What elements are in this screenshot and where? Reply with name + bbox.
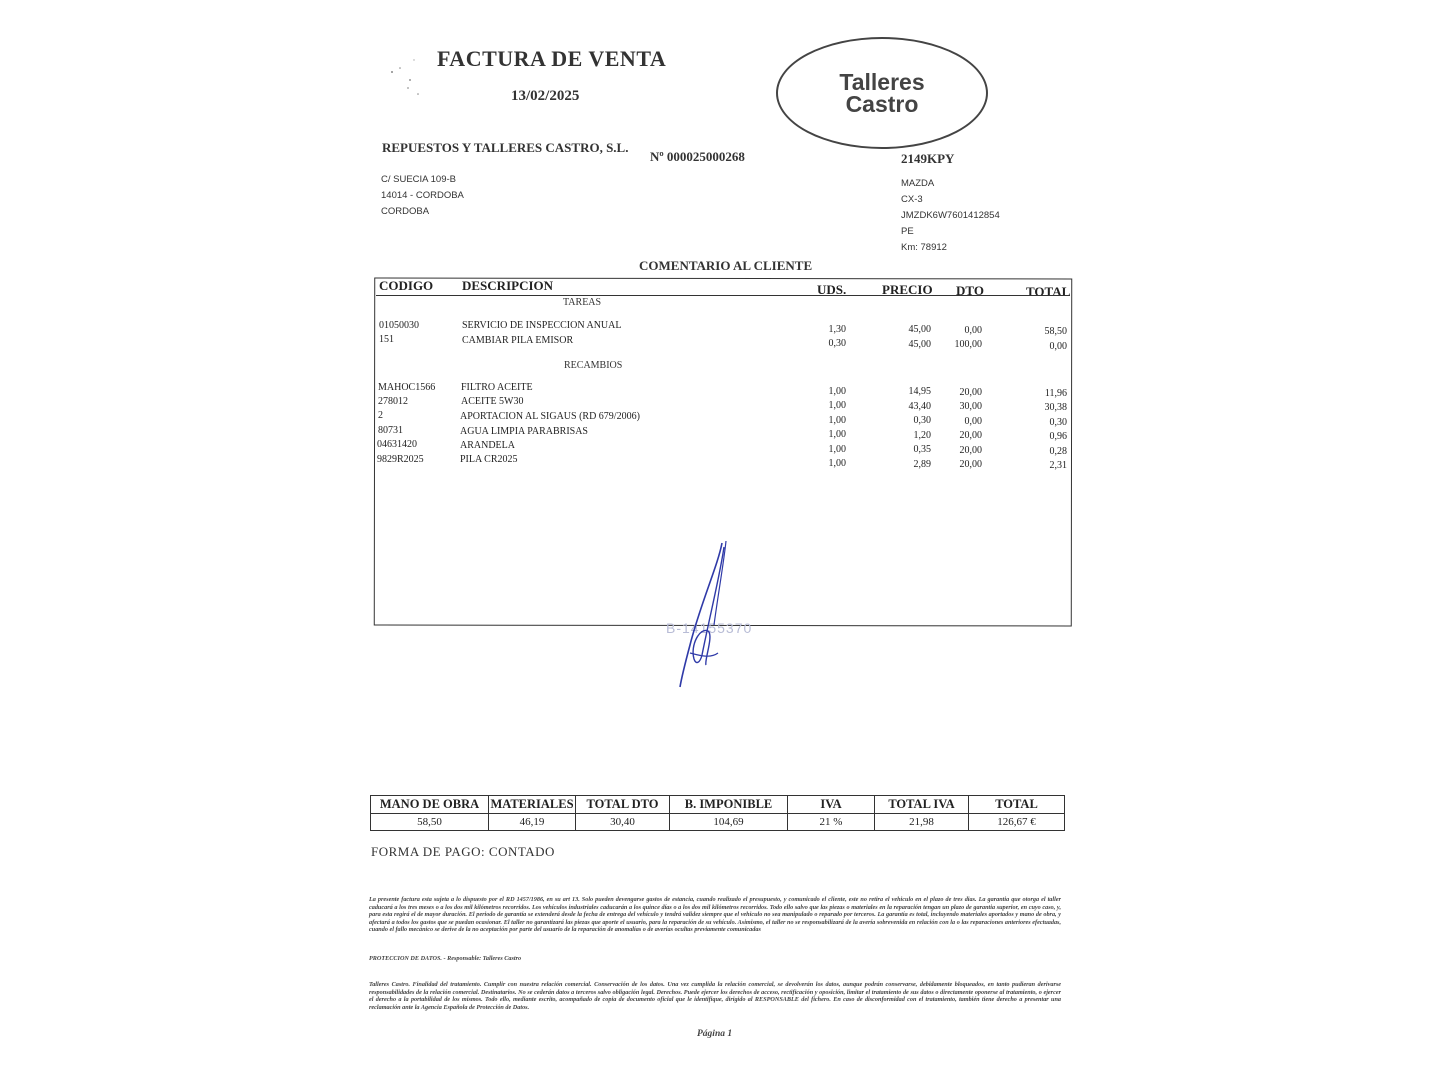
- item-dto: 20,00: [959, 430, 982, 441]
- item-desc: SERVICIO DE INSPECCION ANUAL: [462, 320, 622, 331]
- company-stamp: B-14155370: [666, 620, 753, 636]
- item-code: 2: [378, 410, 383, 421]
- item-code: 01050030: [379, 320, 419, 331]
- item-desc: AGUA LIMPIA PARABRISAS: [460, 426, 588, 437]
- summary-header: TOTAL: [969, 796, 1065, 814]
- item-desc: PILA CR2025: [460, 454, 518, 465]
- vehicle-make: MAZDA: [901, 178, 935, 189]
- header-dto: DTO: [956, 283, 984, 298]
- item-total: 0,30: [1049, 417, 1067, 428]
- item-total: 11,96: [1044, 388, 1067, 399]
- item-dto: 0,00: [964, 325, 982, 336]
- company-name: REPUESTOS Y TALLERES CASTRO, S.L.: [382, 140, 629, 155]
- item-total: 0,00: [1049, 341, 1067, 352]
- data-protection-text: Talleres Castro. Finalidad del tratamiento. Cumplir con nuestra relación comercial. Conservación de los datos. Una vez cumplida la relación comercial, se devolverán los datos, aunque podrán conservarse, debidamente bloqueados, en tanto pudieran derivarse responsabilidades de la relación comercial. Destinatarios. No se cederán datos a terceros salvo obligación legal. Derechos. Puede ejercer los derechos de acceso, rectificación y oposición, limitar el tratamiento de sus datos o directamente oponerse al tratamiento, o ejercer el derecho a la portabilidad de los mismos. Todo ello, mediante escrito, acompañado de copia de documento oficial que le identifique, dirigido al RESPONSABLE del fichero. En caso de disconformidad con el tratamiento, también tiene derecho a presentar una reclamación ante la Agencia Española de Protección de Datos.: [369, 981, 1061, 1011]
- item-uds: 0,30: [828, 338, 846, 349]
- header-uds: UDS.: [817, 282, 847, 297]
- vehicle-fuel: PE: [901, 226, 914, 237]
- summary-header: TOTAL DTO: [576, 796, 670, 814]
- item-precio: 14,95: [908, 386, 931, 397]
- item-desc: ACEITE 5W30: [461, 396, 524, 407]
- address-line: CORDOBA: [381, 206, 430, 217]
- summary-header: MATERIALES: [489, 796, 576, 814]
- item-precio: 45,00: [908, 324, 931, 335]
- data-protection-title: PROTECCION DE DATOS. - Responsable: Talleres Castro: [369, 955, 522, 962]
- item-code: 151: [379, 334, 394, 345]
- item-total: 30,38: [1044, 402, 1067, 413]
- item-dto: 20,00: [959, 387, 982, 398]
- item-code: 80731: [378, 425, 403, 436]
- scan-specks: [388, 50, 428, 100]
- item-dto: 20,00: [959, 445, 982, 456]
- item-uds: 1,00: [828, 458, 846, 469]
- item-uds: 1,00: [828, 400, 846, 411]
- item-precio: 0,30: [913, 415, 931, 426]
- item-code: 278012: [378, 396, 408, 407]
- legal-warranty-text: La presente factura esta sujeta a lo dispuesto por el RD 1457/1986, en su art 13. Solo pueden devengarse gastos de estancia, cuando realizado el presupuesto, y comunicado el cliente, este no retira el vehiculo en el plazo de tres dias. La garantia que otorga el taller caducará a los tres meses o a los dos mil kilómetros recorridos. Los vehículos industriales caducarán a los quince días o a los dos mil kilómetros recorridos. Todo ello salvo que las piezas o materiales en la reparación tengan un plazo de garantia superior, en cuyo caso, y, para esta regirá el de mayor duración. El periodo de garantía se extenderá desde la fecha de entrega del vehículo y tendrá validez siempre que el vehiculo no sea manipulado o reparado por terceros. La garantía es total, incluyendo materiales aportados y mano de obra, y afectará a todos los gastos que se puedan ocasionar. El taller no garantizará las piezas que aporte el usuario, para la reparación de su vehículo. Asimismo, el taller no se responsabilizará de la avería sobrevenida en relación con la o las reparaciones anteriores efectuadas, cuando el fallo mecánico se derive de la no aceptación por parte del usuario de la reparación de anomalías o de averías ocultas previamente comunicadas: [369, 896, 1061, 934]
- item-desc: FILTRO ACEITE: [461, 382, 533, 393]
- vat-total: 21,98: [875, 814, 969, 831]
- labor-total: 58,50: [371, 814, 489, 831]
- header-codigo: CODIGO: [379, 278, 434, 293]
- taxable-base: 104,69: [670, 814, 788, 831]
- customer-comment-title: COMENTARIO AL CLIENTE: [639, 258, 813, 273]
- section-tareas: TAREAS: [563, 297, 602, 308]
- item-precio: 1,20: [913, 430, 931, 441]
- item-desc: ARANDELA: [460, 440, 515, 451]
- item-code: 9829R2025: [377, 454, 424, 465]
- item-total: 0,96: [1049, 431, 1067, 442]
- header-descripcion: DESCRIPCION: [462, 278, 554, 293]
- materials-total: 46,19: [489, 814, 576, 831]
- item-uds: 1,30: [828, 324, 846, 335]
- header-precio: PRECIO: [882, 282, 933, 297]
- item-precio: 45,00: [908, 339, 931, 350]
- item-uds: 1,00: [828, 415, 846, 426]
- company-logo: Talleres Castro: [776, 37, 988, 149]
- invoice-number: Nº 000025000268: [650, 149, 745, 164]
- vehicle-km: Km: 78912: [901, 242, 947, 253]
- payment-method: FORMA DE PAGO: CONTADO: [371, 844, 555, 859]
- item-dto: 100,00: [954, 339, 982, 350]
- item-precio: 2,89: [913, 459, 931, 470]
- summary-header: MANO DE OBRA: [371, 796, 489, 814]
- item-dto: 30,00: [959, 401, 982, 412]
- item-uds: 1,00: [828, 429, 846, 440]
- summary-table: [370, 795, 1065, 831]
- section-recambios: RECAMBIOS: [564, 360, 623, 371]
- item-precio: 43,40: [908, 401, 931, 412]
- header-divider: [376, 295, 1070, 296]
- item-desc: CAMBIAR PILA EMISOR: [462, 335, 574, 346]
- vehicle-model: CX-3: [901, 194, 923, 205]
- item-desc: APORTACION AL SIGAUS (RD 679/2006): [460, 411, 640, 422]
- discount-total: 30,40: [576, 814, 670, 831]
- item-total: 0,28: [1049, 446, 1067, 457]
- item-uds: 1,00: [828, 386, 846, 397]
- invoice-title: FACTURA DE VENTA: [437, 46, 667, 71]
- invoice-date: 13/02/2025: [511, 88, 580, 104]
- address-line: 14014 - CORDOBA: [381, 190, 464, 201]
- grand-total: 126,67 €: [969, 814, 1065, 831]
- summary-header: IVA: [788, 796, 875, 814]
- page-number: Página 1: [697, 1029, 733, 1039]
- item-code: 04631420: [377, 439, 417, 450]
- item-code: MAHOC1566: [378, 382, 436, 393]
- item-uds: 1,00: [828, 444, 846, 455]
- item-precio: 0,35: [913, 444, 931, 455]
- handwritten-signature: [660, 535, 753, 695]
- summary-header: TOTAL IVA: [875, 796, 969, 814]
- header-total: TOTAL: [1026, 284, 1071, 299]
- item-dto: 20,00: [959, 459, 982, 470]
- summary-header: B. IMPONIBLE: [670, 796, 788, 814]
- item-total: 58,50: [1044, 326, 1067, 337]
- item-total: 2,31: [1049, 460, 1067, 471]
- address-line: C/ SUECIA 109-B: [381, 174, 456, 185]
- item-dto: 0,00: [964, 416, 982, 427]
- vehicle-vin: JMZDK6W7601412854: [901, 210, 1000, 221]
- vat-rate: 21 %: [788, 814, 875, 831]
- vehicle-plate: 2149KPY: [901, 151, 955, 166]
